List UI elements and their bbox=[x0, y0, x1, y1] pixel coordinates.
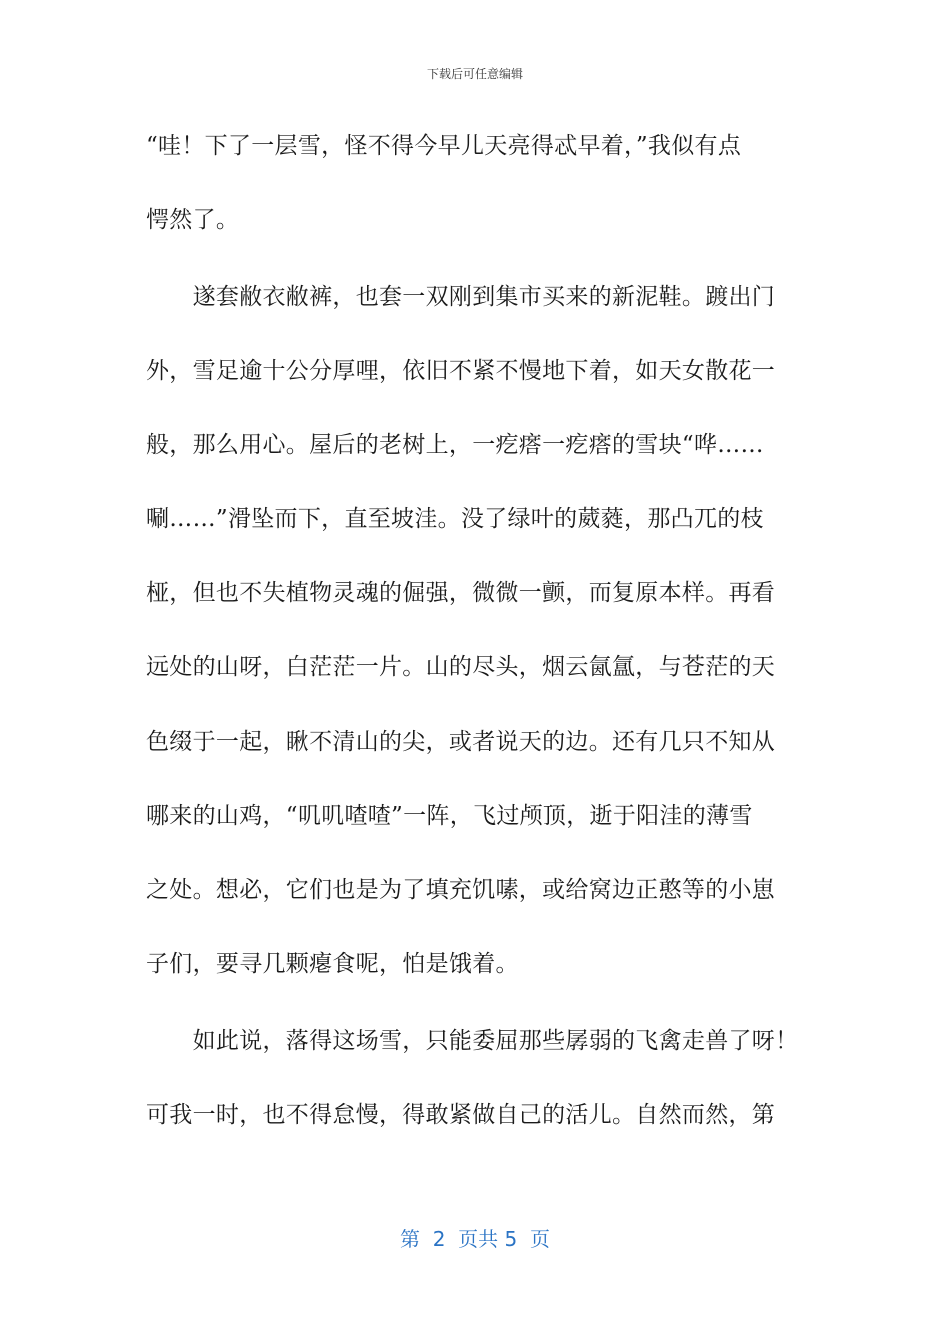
text-line: 远处的山呀，白茫茫一片。山的尽头，烟云氤氲，与苍茫的天 bbox=[146, 654, 776, 680]
header-note: 下载后可任意编辑 bbox=[426, 67, 523, 81]
text-line: 可我一时，也不得怠慢，得敢紧做自己的活儿。自然而然，第 bbox=[146, 1102, 776, 1128]
text-line: 唰……”滑坠而下，直至坡洼。没了绿叶的葳蕤，那凸兀的枝 bbox=[146, 506, 764, 532]
text-line: 哪来的山鸡，“叽叽喳喳”一阵，飞过颅顶，逝于阳洼的薄雪 bbox=[146, 803, 753, 829]
text-line: 遂套敝衣敝裤，也套一双刚到集市买来的新泥鞋。踱出门 bbox=[146, 284, 776, 310]
page-number-footer: 第 2 页共 5 页 bbox=[400, 1227, 550, 1251]
text-line: 如此说，落得这场雪，只能委屈那些孱弱的飞禽走兽了呀！ bbox=[146, 1028, 799, 1054]
text-line: 般，那么用心。屋后的老树上，一疙瘩一疙瘩的雪块“哗…… bbox=[146, 432, 764, 458]
text-line: 外，雪足逾十公分厚哩，依旧不紧不慢地下着，如天女散花一 bbox=[146, 358, 776, 384]
text-line: 之处。想必，它们也是为了填充饥嗉，或给窝边正憨等的小崽 bbox=[146, 877, 776, 903]
text-line: 愕然了。 bbox=[146, 207, 240, 233]
text-line: 子们，要寻几颗瘪食呢，怕是饿着。 bbox=[146, 951, 519, 977]
text-line: 色缀于一起，瞅不清山的尖，或者说天的边。还有几只不知从 bbox=[146, 729, 776, 755]
text-line: 桠，但也不失植物灵魂的倔强，微微一颤，而复原本样。再看 bbox=[146, 580, 776, 606]
text-line: “哇！下了一层雪，怪不得今早儿天亮得忒早着，”我似有点 bbox=[146, 133, 742, 159]
